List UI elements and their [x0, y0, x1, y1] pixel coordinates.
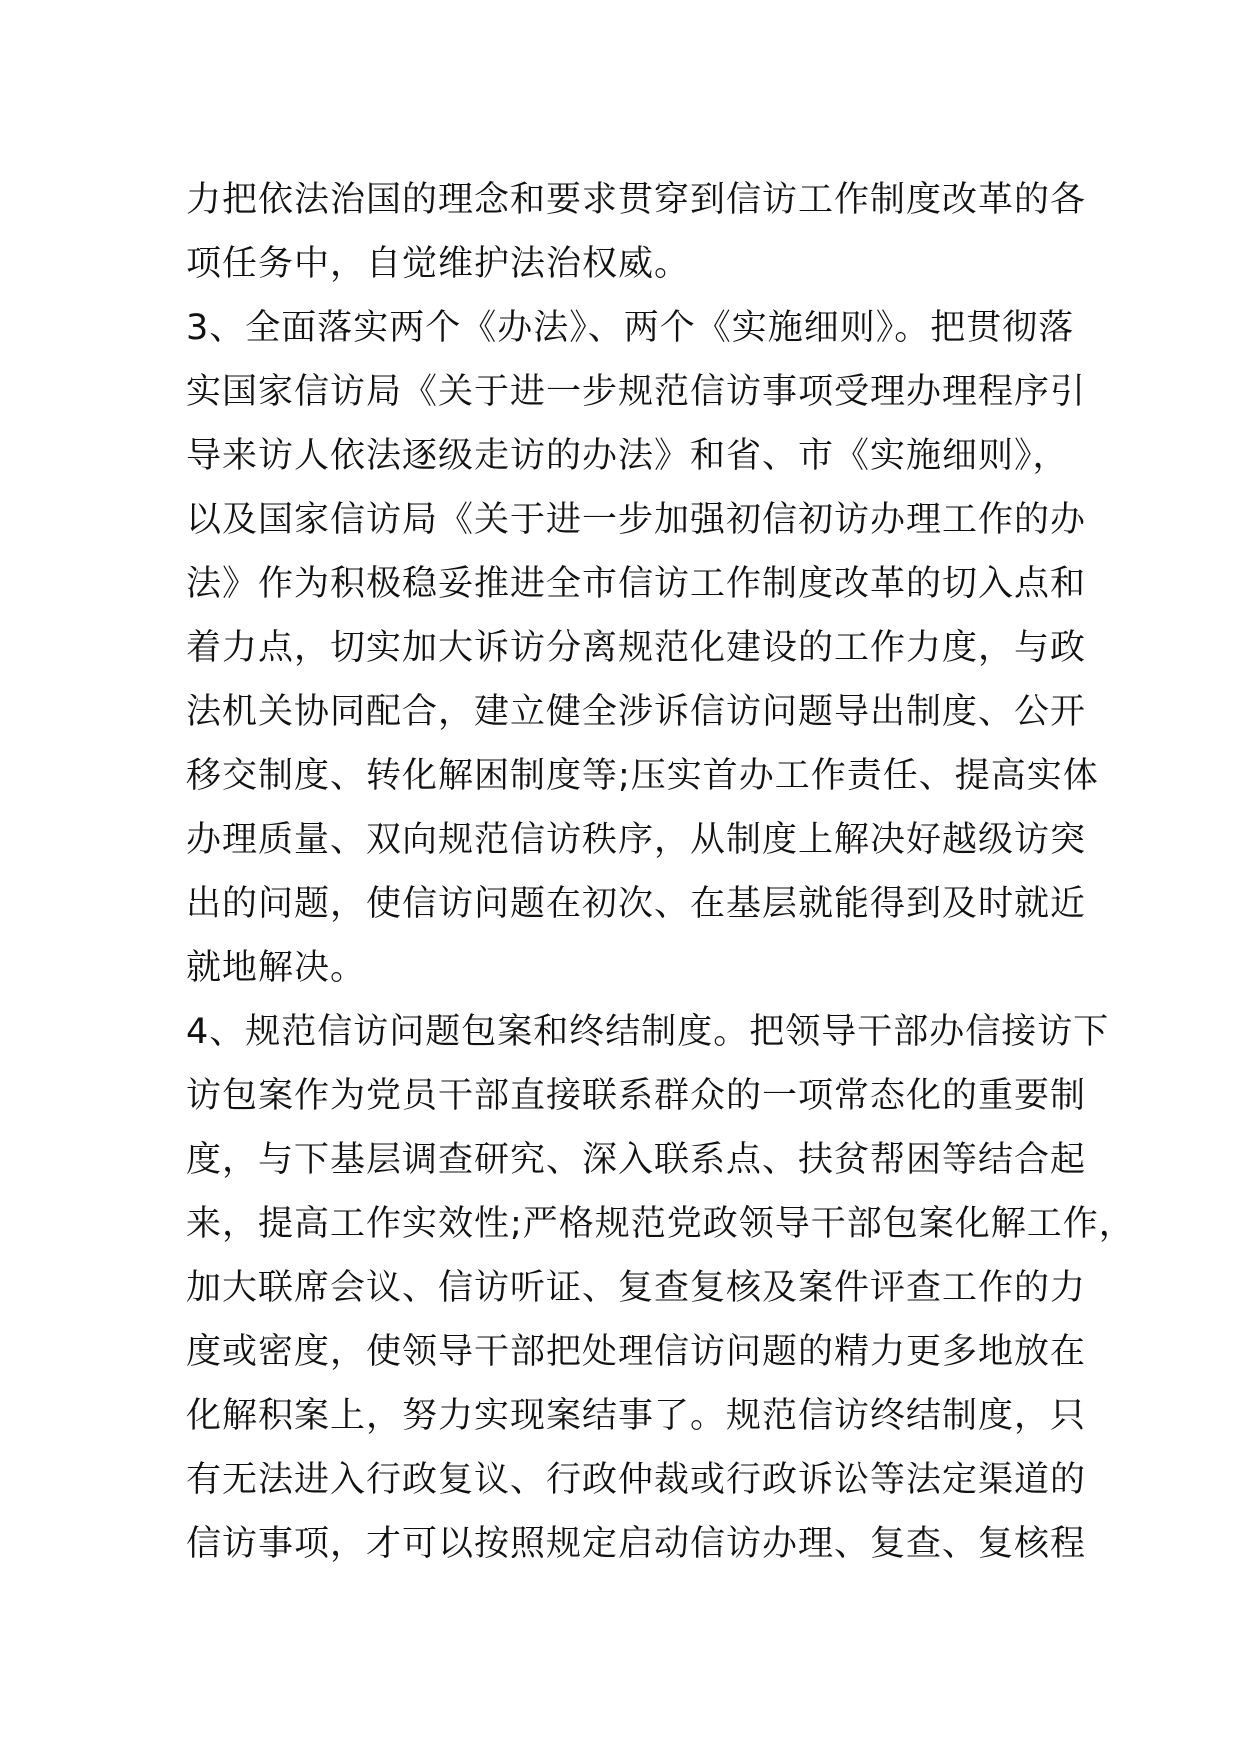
- text-line: 4、规范信访问题包案和终结制度。把领导干部办信接访下: [186, 1012, 1110, 1052]
- text-line: 以及国家信访局《关于进一步加强初信初访办理工作的办: [186, 500, 1087, 540]
- text-line: 办理质量、双向规范信访秩序，从制度上解决好越级访突: [186, 820, 1087, 860]
- text-line: 来，提高工作实效性;严格规范党政领导干部包案化解工作，: [186, 1204, 1135, 1244]
- text-line: 项任务中，自觉维护法治权威。: [186, 244, 691, 284]
- text-line: 着力点，切实加大诉访分离规范化建设的工作力度，与政: [186, 628, 1087, 668]
- text-line: 力把依法治国的理念和要求贯穿到信访工作制度改革的各: [186, 180, 1087, 220]
- text-line: 实国家信访局《关于进一步规范信访事项受理办理程序引: [186, 372, 1087, 412]
- body-text: [186, 168, 1135, 1576]
- text-line: 出的问题，使信访问题在初次、在基层就能得到及时就近: [186, 884, 1087, 924]
- text-line: 访包案作为党员干部直接联系群众的一项常态化的重要制: [186, 1076, 1087, 1116]
- text-line: 3、全面落实两个《办法》、两个《实施细则》。把贯彻落: [186, 308, 1075, 348]
- text-line: 法》作为积极稳妥推进全市信访工作制度改革的切入点和: [186, 564, 1087, 604]
- text-line: 就地解决。: [186, 948, 367, 988]
- text-line: 加大联席会议、信访听证、复查复核及案件评查工作的力: [186, 1268, 1087, 1308]
- text-line: 法机关协同配合，建立健全涉诉信访问题导出制度、公开: [186, 692, 1087, 732]
- text-line: 度或密度，使领导干部把处理信访问题的精力更多地放在: [186, 1332, 1087, 1372]
- text-line: 度，与下基层调查研究、深入联系点、扶贫帮困等结合起: [186, 1140, 1087, 1180]
- text-line: 导来访人依法逐级走访的办法》和省、市《实施细则》，: [186, 436, 1069, 476]
- text-line: 信访事项，才可以按照规定启动信访办理、复查、复核程: [186, 1524, 1087, 1564]
- text-line: 有无法进入行政复议、行政仲裁或行政诉讼等法定渠道的: [186, 1460, 1087, 1500]
- text-line: 化解积案上，努力实现案结事了。规范信访终结制度，只: [186, 1396, 1087, 1436]
- text-line: 移交制度、转化解困制度等;压实首办工作责任、提高实体: [186, 756, 1099, 796]
